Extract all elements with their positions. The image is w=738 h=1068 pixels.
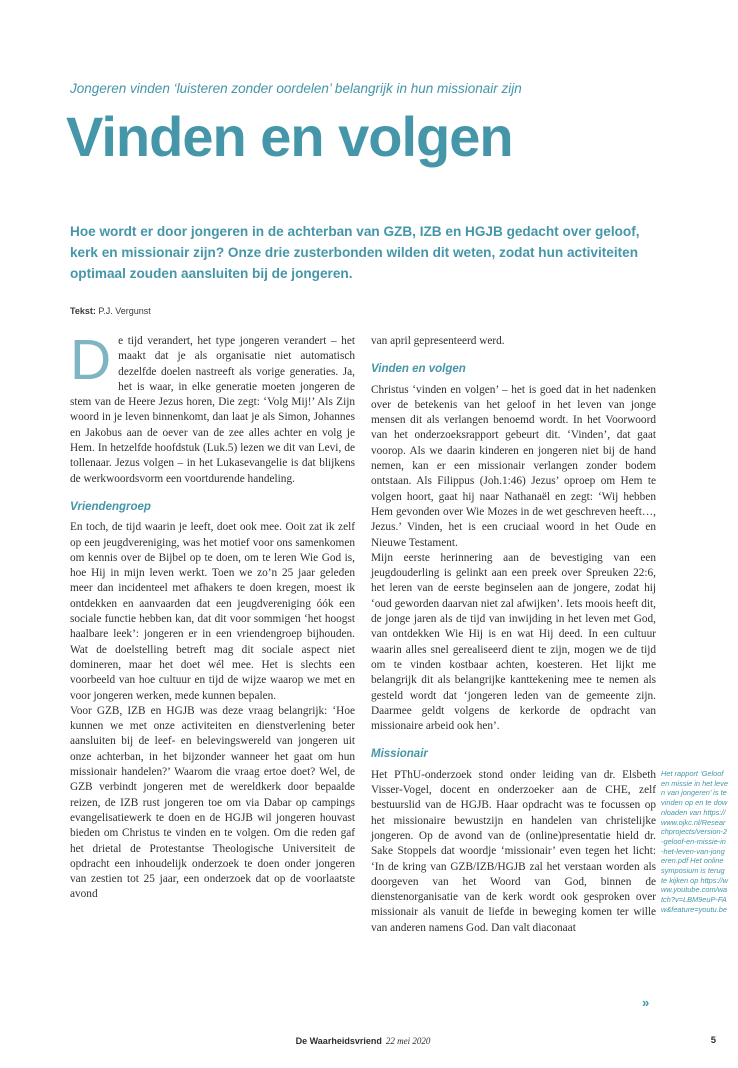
- report-url-link[interactable]: https://www.ojkc.nl/Researchprojects/version-2-geloof-en-missie-in-het-leven-van-jongeren.pdf: [661, 807, 728, 866]
- footer: [70, 1036, 656, 1046]
- paragraph: [70, 328, 355, 487]
- column-left: [70, 328, 355, 936]
- paragraph: En toch, de tijd waarin je leeft, doet ook mee. Ooit zat ik zelf op een jeugdvereniging, was het motief voor ons samenkomen om kennis over de Bijbel op te doen, om te leren Wie God is, hoe Hij in mijn leven werkt. Toen we zo’n 25 jaar geleden meer dan incidenteel met afhakers te doen kregen, moest ik ontdekken en aanvaarden dat een jeugdvereniging óók een sociale functie hebben kan, dat dit voor sommigen ‘het hoogst haalbare leek’: jongeren er in een vriendengroep bijhouden. Wat de doelstelling betreft mag dit sociale aspect niet domineren, maar het doet wél mee. Het is slechts een voorbeeld van hoe cultuur en tijd de wijze waarop we met en voor jongeren werken, mede kunnen bepalen.: [70, 521, 355, 702]
- byline-label: Tekst:: [70, 306, 96, 316]
- paragraph-text: e tijd verandert, het type jongeren verandert – het maakt dat je als organisatie niet automatisch dezelfde doelen nastreeft als vorige generaties. Ja, het is waar, in elke generatie moeten jongeren de stem van de Heere Jezus horen, Die zegt: ‘Volg Mij!’ Als Zijn woord in je leven binnenkomt, dan laat je als Simon, Johannes en Jakobus aan de oever van de zee alles achter en volg je Hem. In hetzelfde hoofdstuk (Luk.5) lezen we dit van Levi, de tollenaar. Jezus volgen – in het Lukasevangelie is dat blijkens de werkwoordsvorm een voortdurende handeling.: [70, 335, 355, 485]
- paragraph: Christus ‘vinden en volgen’ – het is goed dat in het nadenken over de betekenis van het geloof in het leven van jonge mensen dit als verlangen benoemd wordt. In het Voorwoord van het onderzoeksrapport gebeurt dit. ‘Vinden’, dat gaat voorop. Als we daarin kinderen en jongeren niet bij de hand nemen, kan er een missionair verlangen zonder bodem ontstaan. Als Filippus (Joh.1:46) Jezus’ oproep om Hem te volgen hoort, gaat hij naar Nathanaël en zegt: ‘Wij hebben Hem gevonden over Wie Mozes in de wet geschreven heeft…, Jezus.’ Vinden, het is een cruciaal woord in het Oude en Nieuwe Testament.: [371, 383, 656, 549]
- page-number: 5: [710, 1035, 716, 1046]
- magazine-name: De Waarheidsvriend: [295, 1036, 382, 1046]
- kicker: Jongeren vinden ‘luisteren zonder oordelen’ belangrijk in hun missionair zijn: [70, 81, 522, 96]
- section-heading-missionair: Missionair: [371, 748, 428, 761]
- page-title: Vinden en volgen: [66, 105, 513, 168]
- continuation-mark: »: [642, 995, 650, 1010]
- paragraph: Voor GZB, IZB en HGJB was deze vraag belangrijk: ‘Hoe kunnen we met onze activiteiten en dienstverlening beter aansluiten bij de leef- en belevingswereld van jongeren uit onze achterban, in het bijzonder wanneer het gaat om hun missionair handelen?’ Waarom die vraag ertoe doet? Wel, de GZB verbindt jongeren met de wereldkerk door bepaalde reizen, de IZB rust jongeren toe om via Dabar op campings evangelisatiewerk te doen en de HGJB wil jongeren houvast bieden om Christus te vinden en te volgen. Om die reden gaf het drietal de Protestantse Theologische Universiteit de opdracht een inhoudelijk onderzoek te doen onder jongeren van zestien tot 25 jaar, een onderzoek dat op de voorlaatste avond: [70, 704, 355, 901]
- paragraph: Het PThU-onderzoek stond onder leiding van dr. Elsbeth Visser-Vogel, docent en onderzoeker aan de CHE, zelf bestuurslid van de HGJB. Haar opdracht was te focussen op het missionaire bewustzijn en handelen van christelijke jongeren. Op de avond van de (online)presentatie hield dr. Sake Stoppels dat woordje ‘missionair’ even tegen het licht: ‘In de kring van GZB/IZB/HGJB zal het verstaan worden als doorgeven van het Woord van God, binnen de dienstenorganisatie van de kerk wordt ook gesproken over missionair als vanuit de liefde in beweging komen ter wille van anderen namens God. Dan valt diaconaat: [371, 768, 656, 934]
- section-heading-vinden-en-volgen: Vinden en volgen: [371, 363, 466, 376]
- column-right: [371, 334, 656, 936]
- drop-cap: D: [70, 328, 112, 392]
- sidebar-note: [661, 769, 728, 915]
- article-columns: [70, 328, 656, 936]
- sidebar-note-text: Het online symposium is terug te kijken op: [661, 856, 725, 885]
- paragraph: van april gepresenteerd werd.: [371, 335, 505, 347]
- byline-name: P.J. Vergunst: [95, 306, 151, 316]
- sidebar-note-text: Het rapport ‘Geloof en missie in het leven van jongeren’ is te vinden op en te downloaden van: [661, 769, 728, 817]
- section-heading-vriendengroep: Vriendengroep: [70, 500, 151, 513]
- paragraph: Mijn eerste herinnering aan de bevestiging van een jeugdouderling is gelinkt aan een preek over Spreuken 22:6, het leren van de eerste beginselen aan de jongere, zodat hij ‘oud geworden daarvan niet zal afwijken’. Iets moois heeft dit, de jonge jaren als de tijd van inwijding in het leven met God, van ontdekken Wie Hij is en wat Hij deed. In een cultuur waarin alles snel gerealiseerd dient te zijn, mogen we de tijd om te vinden kostbaar achten, koesteren. Het lijkt me belangrijk dit als belangrijke kanttekening mee te nemen als gesteld wordt dat ‘jongeren leden van de gemeente zijn. Daarmee geldt volgens de kerkorde de opdracht van missionaire arbeid ook hen’.: [371, 551, 656, 733]
- youtube-url-link[interactable]: https://www.youtube.com/watch?v=LBM9euP-FAw&feature=youtu.be: [661, 875, 728, 914]
- byline: [70, 306, 151, 316]
- intro-paragraph: Hoe wordt er door jongeren in de achterban van GZB, IZB en HGJB gedacht over geloof, kerk en missionair zijn? Onze drie zusterbonden wilden dit weten, zodat hun activiteiten optimaal zouden aansluiten bij de jongeren.: [70, 224, 640, 281]
- issue-date: 22 mei 2020: [385, 1036, 431, 1046]
